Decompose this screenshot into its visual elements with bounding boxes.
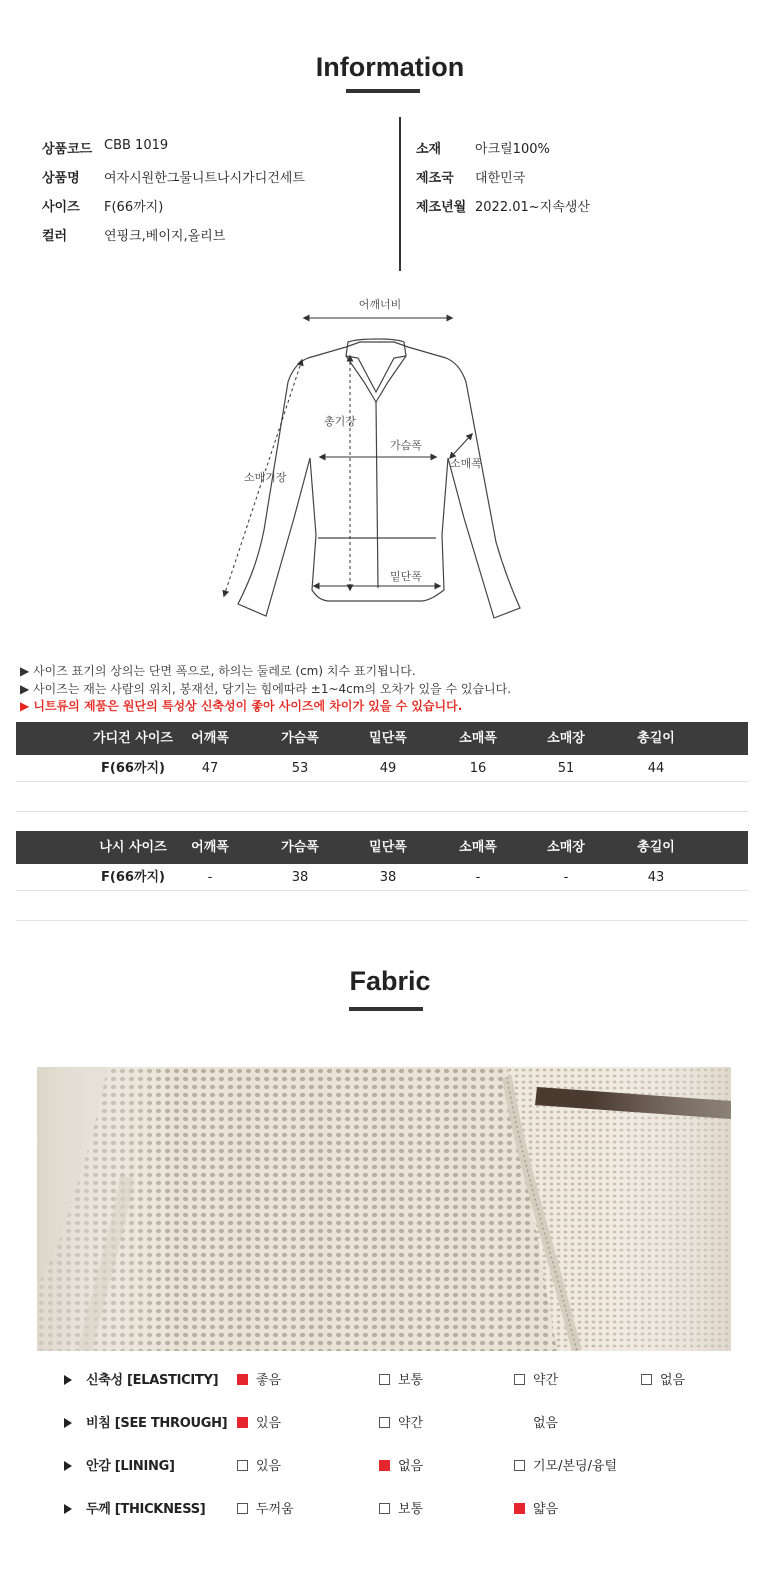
information-title: Information (315, 52, 465, 82)
table-row: F(66까지) - 38 38 - - 43 (16, 864, 748, 891)
option-none[interactable]: 없음 (641, 1369, 685, 1393)
knit-texture-image (37, 1067, 731, 1351)
fabric-row-elasticity (0, 1369, 780, 1393)
size-diagram (200, 290, 540, 630)
fabric-title: Fabric (349, 966, 431, 996)
checkbox-icon (237, 1503, 248, 1514)
table-row: F(66까지) 47 53 49 16 51 44 (16, 755, 748, 782)
option-thick[interactable]: 두꺼움 (237, 1498, 294, 1522)
note-size-notation: ▶ 사이즈 표기의 상의는 단면 폭으로, 하의는 둘레로 (cm) 치수 표기됩니다. (20, 664, 416, 678)
fabric-label: 비침 [SEE THROUGH] (64, 1412, 227, 1436)
info-divider (399, 117, 401, 271)
table-header: 나시 사이즈 어깨폭 가슴폭 밑단폭 소매폭 소매장 총길이 (16, 831, 748, 864)
triangle-bullet-icon (64, 1375, 72, 1385)
checkbox-icon (641, 1374, 652, 1385)
fabric-title-underline (349, 1007, 423, 1011)
checkbox-icon (379, 1503, 390, 1514)
fabric-label: 안감 [LINING] (64, 1455, 175, 1479)
fabric-label: 신축성 [ELASTICITY] (64, 1369, 218, 1393)
triangle-bullet-icon (64, 1504, 72, 1514)
label-length: 총기장 (324, 415, 356, 428)
label-chest: 가슴폭 (390, 439, 422, 452)
label-sleeve-width: 소매폭 (450, 457, 482, 470)
label-shoulder: 어깨너비 (358, 298, 402, 311)
option-none[interactable]: 없음 (533, 1416, 559, 1431)
fabric-label: 두께 [THICKNESS] (64, 1498, 205, 1522)
checkbox-checked-icon (514, 1503, 525, 1514)
option-slight[interactable]: 약간 (379, 1412, 423, 1436)
sleeveless-size-table (16, 831, 748, 921)
label-hem: 밑단폭 (390, 570, 422, 583)
fabric-row-lining (0, 1455, 780, 1479)
option-thin[interactable]: 얇음 (514, 1498, 558, 1522)
option-good[interactable]: 좋음 (237, 1369, 281, 1393)
fabric-row-thickness (0, 1498, 780, 1522)
note-size-tolerance: ▶ 사이즈는 재는 사람의 위치, 봉재선, 당기는 힘에따라 ±1~4cm의 오차가 있을 수 있습니다. (20, 682, 512, 696)
label-sleeve-length: 소매기장 (244, 471, 287, 484)
checkbox-icon (514, 1374, 525, 1385)
checkbox-checked-icon (379, 1460, 390, 1471)
option-none[interactable]: 없음 (379, 1455, 423, 1479)
note-knit-warning: ▶ 니트류의 제품은 원단의 특성상 신축성이 좋아 사이즈에 차이가 있을 수 있습니다. (20, 699, 463, 713)
checkbox-checked-icon (237, 1417, 248, 1428)
triangle-bullet-icon (64, 1461, 72, 1471)
checkbox-icon (237, 1460, 248, 1471)
fabric-photo (37, 1067, 731, 1351)
checkbox-icon (379, 1374, 390, 1385)
option-normal[interactable]: 보통 (379, 1498, 423, 1522)
table-row-empty (16, 782, 748, 812)
cardigan-size-table (16, 722, 748, 812)
triangle-bullet-icon (64, 1418, 72, 1428)
option-yes[interactable]: 있음 (237, 1455, 281, 1479)
option-normal[interactable]: 보통 (379, 1369, 423, 1393)
checkbox-icon (514, 1460, 525, 1471)
table-row-empty (16, 891, 748, 921)
option-brushed[interactable]: 기모/본딩/융털 (514, 1455, 617, 1479)
fabric-row-see-through (0, 1412, 780, 1436)
information-title-underline (346, 89, 420, 93)
checkbox-checked-icon (237, 1374, 248, 1385)
checkbox-icon (379, 1417, 390, 1428)
option-slight[interactable]: 약간 (514, 1369, 558, 1393)
table-header: 가디건 사이즈 어깨폭 가슴폭 밑단폭 소매폭 소매장 총길이 (16, 722, 748, 755)
option-yes[interactable]: 있음 (237, 1412, 281, 1436)
